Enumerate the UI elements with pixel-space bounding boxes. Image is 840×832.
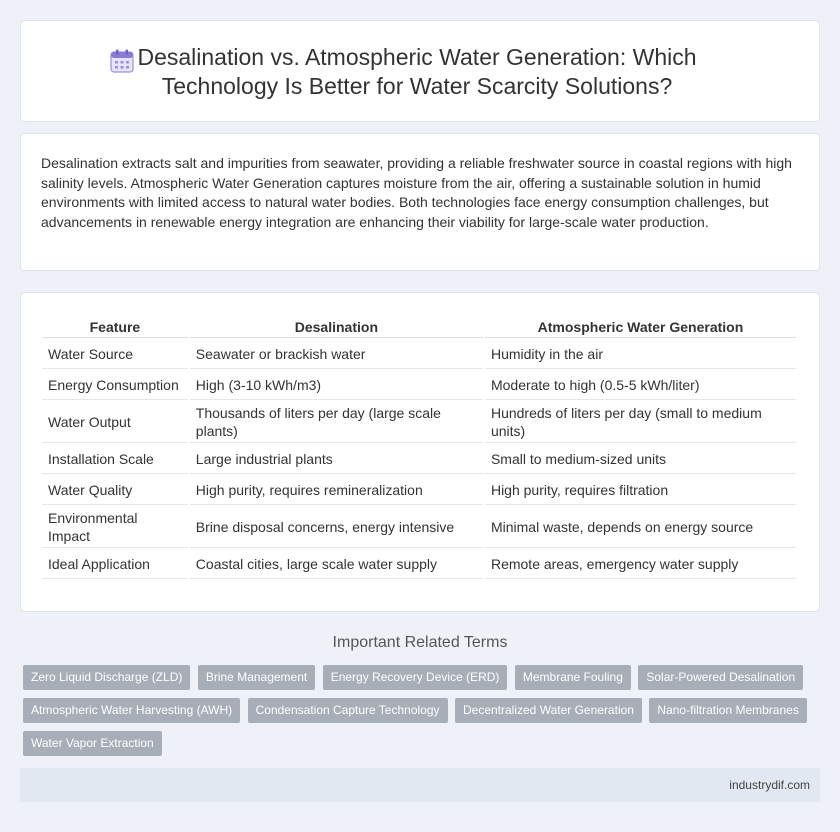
header-awg: Atmospheric Water Generation [485, 315, 796, 338]
table-cell: Installation Scale [42, 445, 188, 474]
table-row [42, 340, 796, 369]
comparison-table [40, 313, 798, 581]
table-cell: Small to medium-sized units [485, 445, 796, 474]
table-cell: Seawater or brackish water [190, 340, 483, 369]
table-cell: High purity, requires remineralization [190, 476, 483, 505]
table-header-row [42, 315, 796, 338]
table-cell: Water Output [42, 402, 188, 443]
tag-erd[interactable]: Energy Recovery Device (ERD) [323, 665, 508, 690]
table-cell: Environmental Impact [42, 507, 188, 548]
tag-zld[interactable]: Zero Liquid Discharge (ZLD) [23, 665, 190, 690]
table-cell: Brine disposal concerns, energy intensive [190, 507, 483, 548]
intro-card [20, 133, 820, 271]
tag-solar-desalination[interactable]: Solar-Powered Desalination [638, 665, 803, 690]
table-row [42, 550, 796, 579]
table-cell: High (3-10 kWh/m3) [190, 371, 483, 400]
title-card [20, 20, 820, 122]
tag-water-vapor-extraction[interactable]: Water Vapor Extraction [23, 731, 162, 756]
intro-paragraph: Desalination extracts salt and impurities from seawater, providing a reliable freshwater source in coastal regions with high salinity levels. Atmospheric Water Generation captures moisture from the air, offering a sustainable solution in humid environments with limited access to natural water bodies. Both technologies face energy consumption challenges, but advancements in renewable energy integration are enhancing their viability for large-scale water production. [41, 155, 792, 230]
footer-site[interactable]: industrydif.com [729, 778, 810, 792]
table-cell: Coastal cities, large scale water supply [190, 550, 483, 579]
table-row [42, 445, 796, 474]
table-cell: Humidity in the air [485, 340, 796, 369]
tag-brine-management[interactable]: Brine Management [198, 665, 315, 690]
table-cell: Water Source [42, 340, 188, 369]
table-cell: Water Quality [42, 476, 188, 505]
tag-membrane-fouling[interactable]: Membrane Fouling [515, 665, 631, 690]
table-cell: Minimal waste, depends on energy source [485, 507, 796, 548]
related-terms-title: Important Related Terms [332, 634, 508, 651]
table-cell: Remote areas, emergency water supply [485, 550, 796, 579]
table-row [42, 507, 796, 548]
table-cell: Large industrial plants [190, 445, 483, 474]
table-cell: Moderate to high (0.5-5 kWh/liter) [485, 371, 796, 400]
tag-awh[interactable]: Atmospheric Water Harvesting (AWH) [23, 698, 240, 723]
table-cell: Thousands of liters per day (large scale plants) [190, 402, 483, 443]
page-title: Desalination vs. Atmospheric Water Generation: Which Technology Is Better for Water Scarcity Solutions? [137, 44, 697, 99]
table-cell: High purity, requires filtration [485, 476, 796, 505]
table-cell: Energy Consumption [42, 371, 188, 400]
tag-decentralized-water[interactable]: Decentralized Water Generation [455, 698, 642, 723]
tag-condensation-capture[interactable]: Condensation Capture Technology [248, 698, 448, 723]
table-row [42, 371, 796, 400]
table-row [42, 402, 796, 443]
table-cell: Ideal Application [42, 550, 188, 579]
table-row [42, 476, 796, 505]
tag-nanofiltration[interactable]: Nano-filtration Membranes [649, 698, 806, 723]
footer [20, 768, 820, 802]
table-cell: Hundreds of liters per day (small to medium units) [485, 402, 796, 443]
header-desalination: Desalination [190, 315, 483, 338]
header-feature: Feature [42, 315, 188, 338]
related-terms-list [23, 665, 823, 764]
comparison-table-card [20, 292, 820, 612]
